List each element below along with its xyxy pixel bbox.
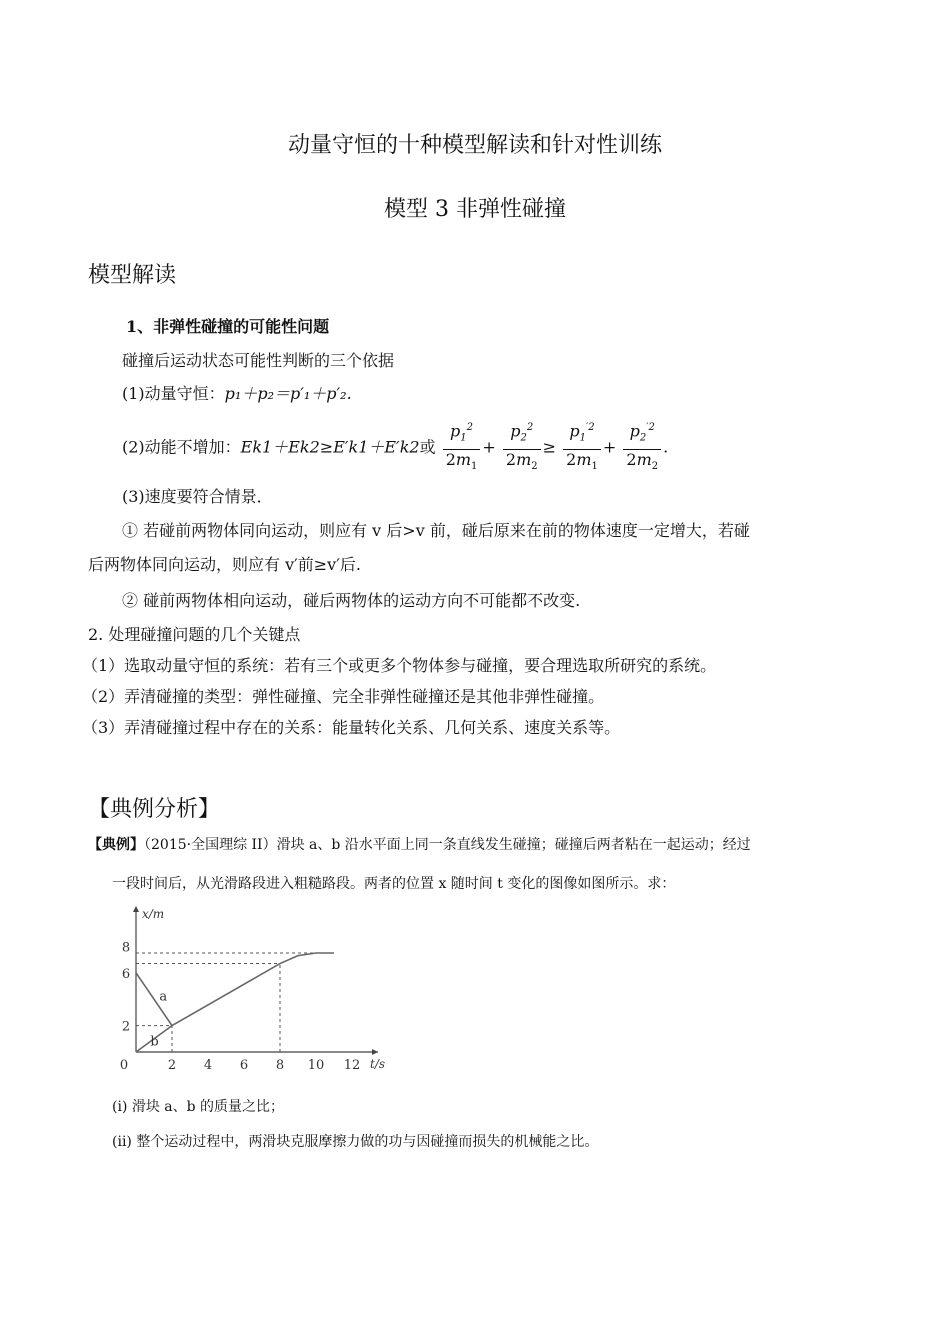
- section-heading-reading: 模型解读: [88, 263, 177, 288]
- x-tick-label: 12: [343, 1058, 361, 1073]
- page-subtitle: 模型 3 非弹性碰撞: [384, 197, 566, 222]
- item1-label: (1)动量守恒：: [122, 384, 225, 403]
- y-axis-arrow: [133, 906, 139, 912]
- x-tick-label: 2: [167, 1058, 177, 1073]
- fraction-p1-prime: $\frac{p_1^{'2}}{2m_1}$: [563, 418, 601, 477]
- point2-item1: （1）选取动量守恒的系统：若有三个或更多个物体参与碰撞，要合理选取所研究的系统。: [82, 656, 717, 675]
- series-label-b: b: [150, 1034, 159, 1050]
- position-time-chart: [112, 900, 402, 1075]
- item2-formula: Ek1＋Ek2≥E′k1＋E′k2: [240, 437, 420, 457]
- x-tick-label: 6: [239, 1058, 249, 1073]
- question-1: (i) 滑块 a、b 的质量之比；: [112, 1099, 285, 1115]
- item2-label: (2)动能不增加：: [122, 437, 241, 457]
- x-tick-label: 8: [275, 1058, 285, 1073]
- page-title: 动量守恒的十种模型解读和针对性训练: [287, 133, 662, 158]
- point1-item3: (3)速度要符合情景．: [122, 487, 273, 506]
- item1-formula: p₁＋p₂＝p′₁＋p′₂.: [224, 384, 352, 403]
- section-heading-example: 【典例分析】: [88, 797, 221, 822]
- point2-item3: （3）弄清碰撞过程中存在的关系：能量转化关系、几何关系、速度关系等。: [82, 718, 621, 737]
- fraction-p2-prime: $\frac{p_2^{'2}}{2m_2}$: [623, 418, 661, 477]
- y-axis-label: x/m: [142, 907, 165, 921]
- point1-circle2: ② 碰前两物体相向运动，碰后两物体的运动方向不可能都不改变.: [122, 591, 581, 610]
- x-axis-label: t/s: [370, 1057, 386, 1071]
- point1-item2: (2)动能不增加：Ek1＋Ek2≥E′k1＋E′k2或 $\frac{p_1^2}{2m_1}$ + $\frac{p_2^2}{2m_2}$ ≥ $\frac{p_1^{'2}}{2m_1}$ + $\frac{p_2^{'2}}{2m_2}$ .: [122, 418, 668, 477]
- point2-item2: （2）弄清碰撞的类型：弹性碰撞、完全非弹性碰撞还是其他非弹性碰撞。: [82, 687, 605, 706]
- question-2: (ii) 整个运动过程中，两滑块克服摩擦力做的功与因碰撞而损失的机械能之比。: [112, 1134, 599, 1150]
- x-tick-label: 10: [307, 1058, 325, 1073]
- point1-item1: [122, 381, 352, 404]
- fraction-p2: $\frac{p_2^2}{2m_2}$: [503, 418, 541, 477]
- item2-or: 或: [419, 437, 436, 457]
- point1-circle1-line2: 后两物体同向运动，则应有 v′前≥v′后.: [88, 555, 361, 574]
- y-tick-label: 8: [121, 940, 131, 956]
- x-axis-arrow: [372, 1049, 378, 1055]
- point1-intro: 碰撞后运动状态可能性判断的三个依据: [122, 351, 395, 370]
- x-tick-label: 0: [119, 1058, 129, 1073]
- point1-heading: 1、非弹性碰撞的可能性问题: [126, 317, 330, 336]
- example-tag: 【典例】: [88, 837, 144, 853]
- example-line1: [88, 834, 751, 854]
- point1-circle1-line1: ① 若碰前两物体同向运动，则应有 v 后>v 前，碰后原来在前的物体速度一定增大，若碰: [122, 521, 750, 540]
- example-text1: （2015·全国理综 II）滑块 a、b 沿水平面上同一条直线发生碰撞；碰撞后两者粘在一起运动；经过: [144, 837, 751, 853]
- y-tick-label: 6: [121, 966, 131, 982]
- point2-heading: 2. 处理碰撞问题的几个关键点: [88, 625, 301, 644]
- series-label-a: a: [159, 989, 168, 1005]
- example-line2: 一段时间后，从光滑路段进入粗糙路段。两者的位置 x 随时间 t 变化的图像如图所示。求：: [112, 876, 676, 892]
- fraction-p1: $\frac{p_1^2}{2m_1}$: [443, 418, 481, 477]
- y-tick-label: 2: [121, 1019, 131, 1035]
- x-tick-label: 4: [203, 1058, 213, 1073]
